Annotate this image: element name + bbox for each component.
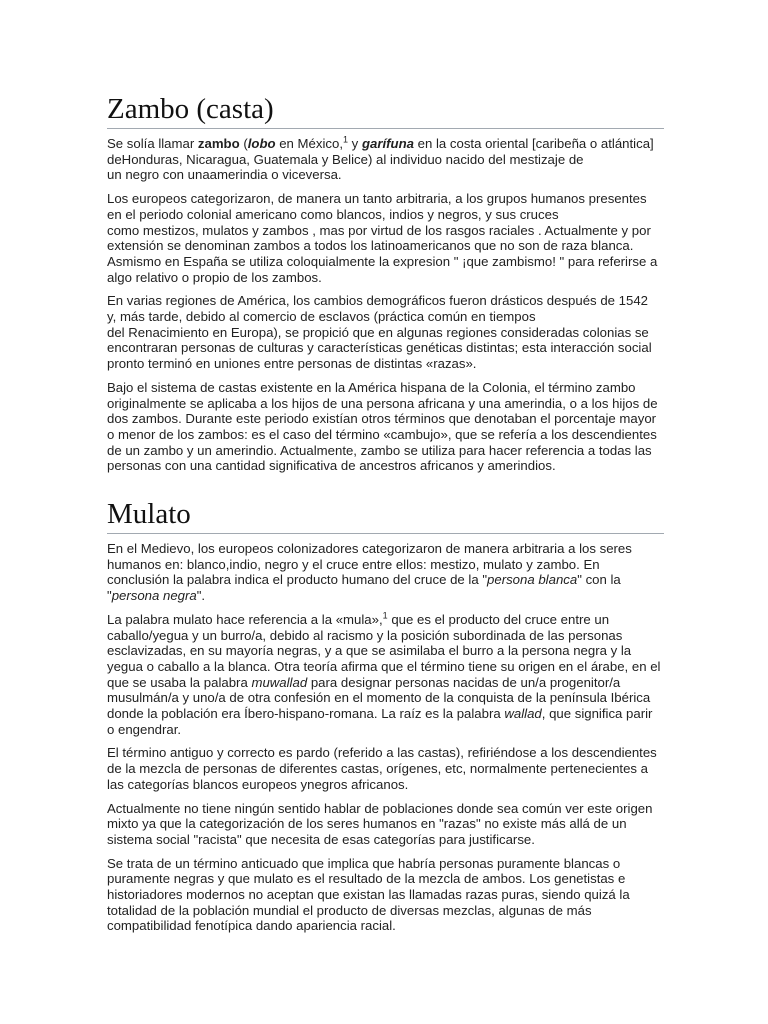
text-segment: garífuna — [361, 136, 414, 151]
footnote-ref: 1 — [382, 610, 388, 621]
text-segment: para designar personas nacidas de un/a progenitor/a — [307, 674, 621, 690]
text-segment: En varias regiones de América, los cambios demográficos fueron drásticos después de 1542 — [107, 293, 648, 309]
text-segment: historiadores modernos no aceptan que existan las llamadas razas puras, siendo quizá la — [107, 887, 630, 903]
text-segment: compatibilidad fenotípica dando apariencia racial. — [107, 918, 396, 934]
paragraph — [107, 293, 664, 372]
text-segment: que es el producto del cruce entre un — [387, 611, 610, 627]
text-segment: yegua o caballo a la blanca. Otra teoría afirma que el término tiene su origen en el árabe, en el — [107, 658, 661, 674]
text-segment: personas con una cantidad significativa de ancestros africanos y amerindios. — [107, 458, 556, 474]
text-segment: musulmán/a y uno/a de otra confesión en el momento de la conquista de la península Ibérica — [107, 690, 651, 706]
text-segment: persona blanca — [487, 572, 578, 588]
text-segment: " — [107, 588, 112, 604]
text-segment: mixto ya que la categorización de los seres humanos en "razas" no existe más allá de un — [107, 816, 627, 832]
paragraph — [107, 380, 664, 474]
section-heading: Zambo (casta) — [107, 92, 664, 129]
section-mulato — [107, 497, 664, 942]
text-segment: persona negra — [111, 588, 197, 604]
text-segment: conclusión la palabra indica el producto humano del cruce de la " — [107, 572, 488, 588]
section-zambo — [107, 92, 664, 482]
text-segment: en la costa oriental [caribeña o atlántica] — [413, 136, 654, 151]
text-segment: muwallad — [251, 674, 308, 690]
text-segment: un negro con unaamerindia o viceversa. — [107, 167, 342, 183]
text-segment: como mestizos, mulatos y zambos , mas por virtud de los rasgos raciales . Actualmente y por — [107, 222, 651, 238]
footnote-ref: 1 — [343, 134, 349, 145]
text-segment: las categorías blancos europeos ynegros africanos. — [107, 776, 409, 792]
text-segment: wallad — [504, 706, 542, 722]
text-segment: extensión se denominan zambos a todos los latinoamericanos que no son de raza blanca. — [107, 238, 634, 254]
text-segment: que se usaba la palabra — [107, 674, 252, 690]
text-segment: ". — [196, 588, 206, 604]
text-segment: Bajo el sistema de castas existente en la América hispana de la Colonia, el término zambo — [107, 379, 636, 395]
text-segment: lobo — [247, 136, 276, 151]
paragraph — [107, 856, 664, 935]
text-segment: Se trata de un término anticuado que implica que habría personas puramente blancas o — [107, 855, 621, 871]
text-segment: y, más tarde, debido al comercio de esclavos (práctica común en tiempos — [107, 309, 536, 325]
text-segment: zambo — [197, 136, 240, 151]
text-segment: totalidad de la población mundial el producto de diversas mezclas, algunas de más — [107, 902, 592, 918]
text-segment: en México, — [275, 136, 343, 151]
text-segment: esclavizadas, en su mayoría negras, y a que se asimilaba el burro a la persona negra y la — [107, 643, 632, 659]
text-segment: del Renacimiento en Europa), se propició que en algunas regiones consideradas colonias se — [107, 324, 649, 340]
paragraph — [107, 612, 664, 738]
text-segment: pronto terminó en uniones entre personas de distintas «razas». — [107, 356, 477, 372]
text-segment: La palabra mulato hace referencia a la «mula», — [107, 611, 383, 627]
text-segment: ( — [239, 136, 248, 151]
text-segment: puramente negras y que mulato es el resultado de la mezcla de ambos. Los genetistas e — [107, 871, 626, 887]
text-segment: caballo/yegua y un burro/a, debido al racismo y la posición subordinada de las personas — [107, 627, 623, 643]
text-segment: en el periodo colonial americano como blancos, indios y negros, y sus cruces — [107, 206, 559, 222]
text-segment: Actualmente no tiene ningún sentido hablar de poblaciones donde sea común ver este origen — [107, 800, 653, 816]
text-segment: Asmismo en España se utiliza coloquialmente la expresion " ¡que zambismo! " para referirse a — [107, 253, 658, 269]
text-segment: deHonduras, Nicaragua, Guatemala y Belice) al individuo nacido del mestizaje de — [107, 151, 584, 167]
text-segment: dos zambos. Durante este periodo existían otros términos que denotaban el porcentaje mayor — [107, 411, 657, 427]
text-segment: algo relativo o propio de los zambos. — [107, 269, 322, 285]
text-segment: o menor de los zambos: es el caso del término «cambujo», que se refería a los descendientes — [107, 426, 657, 442]
text-segment: donde la población era Íbero-hispano-romana. La raíz es la palabra — [107, 706, 505, 722]
paragraph — [107, 541, 664, 604]
section-heading: Mulato — [107, 497, 664, 534]
text-segment: , que significa parir — [541, 706, 653, 722]
text-segment: humanos en: blanco,indio, negro y el cruce entre ellos: mestizo, mulato y zambo. En — [107, 556, 600, 572]
text-segment: y — [348, 136, 362, 151]
text-segment: " con la — [577, 572, 621, 588]
paragraph — [107, 745, 664, 792]
text-segment: Se solía llamar — [107, 136, 198, 151]
paragraph — [107, 801, 664, 848]
text-segment: encontraran personas de culturas y características genéticas distintas; esta interacción social — [107, 340, 652, 356]
text-segment: de un zambo y un amerindio. Actualmente, zambo se utiliza para hacer referencia a todas las — [107, 442, 652, 458]
text-segment: o engendrar. — [107, 721, 182, 737]
text-segment: sistema social "racista" que necesita de esas categorías para justificarse. — [107, 831, 535, 847]
text-segment: originalmente se aplicaba a los hijos de una persona africana y una amerindia, o a los hijos de — [107, 395, 658, 411]
text-segment: El término antiguo y correcto es pardo (referido a las castas), refiriéndose a los descendientes — [107, 745, 657, 761]
text-segment: de la mezcla de personas de diferentes castas, orígenes, etc, normalmente pertenecientes a — [107, 761, 648, 777]
paragraph — [107, 191, 664, 285]
paragraph — [107, 136, 664, 183]
text-segment: Los europeos categorizaron, de manera un tanto arbitraria, a los grupos humanos presentes — [107, 191, 647, 207]
text-segment: En el Medievo, los europeos colonizadores categorizaron de manera arbitraria a los seres — [107, 541, 632, 556]
